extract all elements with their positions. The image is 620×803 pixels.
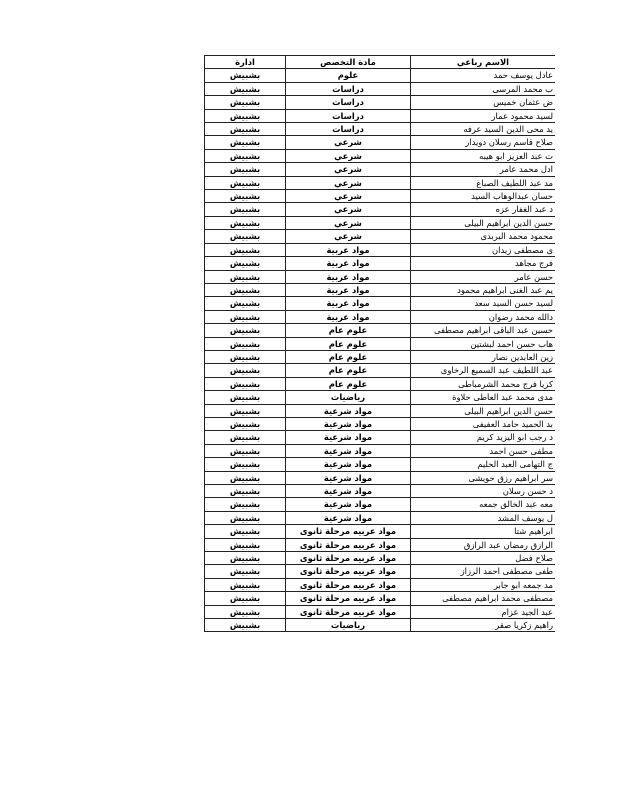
cell-subject: رياضيات — [286, 391, 411, 404]
cell-admin: بشبيش — [205, 82, 286, 95]
cell-admin: بشبيش — [205, 163, 286, 176]
table-row — [205, 538, 556, 551]
cell-name: يد محى الدين السيد عرفه — [411, 123, 556, 136]
staff-table — [204, 55, 555, 632]
table-row — [205, 243, 556, 256]
cell-name: لسيد محمود عمار — [411, 109, 556, 122]
cell-name: ت عبد العزيز ابو هيبه — [411, 149, 556, 162]
table-row — [205, 136, 556, 149]
table-row — [205, 96, 556, 109]
cell-admin: بشبيش — [205, 270, 286, 283]
cell-subject: شرعي — [286, 230, 411, 243]
table-row — [205, 498, 556, 511]
cell-name: عبد اللطيف عبد السميع الرخاوى — [411, 364, 556, 377]
cell-subject: مواد عربية — [286, 310, 411, 323]
cell-subject: مواد شرعية — [286, 471, 411, 484]
cell-subject: مواد عربية — [286, 257, 411, 270]
cell-admin: بشبيش — [205, 257, 286, 270]
cell-name: حسن عامر — [411, 270, 556, 283]
cell-name: الرازق رمضان عبد الرازق — [411, 538, 556, 551]
cell-name: هاب حسن احمد لبشتين — [411, 337, 556, 350]
cell-admin: بشبيش — [205, 243, 286, 256]
cell-subject: مواد عربية — [286, 297, 411, 310]
cell-subject: مواد عربيه مرحلة ثانوى — [286, 605, 411, 618]
cell-subject: شرعي — [286, 163, 411, 176]
cell-subject: مواد عربيه مرحلة ثانوى — [286, 538, 411, 551]
table-row — [205, 485, 556, 498]
cell-subject: مواد شرعية — [286, 458, 411, 471]
cell-admin: بشبيش — [205, 176, 286, 189]
table-row — [205, 216, 556, 229]
cell-name: صلاح قاسم رسلان دويدار — [411, 136, 556, 149]
cell-admin: بشبيش — [205, 149, 286, 162]
table-row — [205, 69, 556, 82]
table-row — [205, 283, 556, 296]
table-body — [205, 69, 556, 632]
cell-admin: بشبيش — [205, 592, 286, 605]
cell-subject: مواد شرعية — [286, 444, 411, 457]
cell-admin: بشبيش — [205, 337, 286, 350]
cell-name: ب محمد المرسى — [411, 82, 556, 95]
cell-subject: مواد شرعية — [286, 431, 411, 444]
cell-subject: مواد عربية — [286, 270, 411, 283]
cell-subject: مواد عربيه مرحلة ثانوى — [286, 525, 411, 538]
cell-subject: مواد عربيه مرحلة ثانوى — [286, 565, 411, 578]
cell-admin: بشبيش — [205, 605, 286, 618]
cell-subject: دراسات — [286, 109, 411, 122]
cell-admin: بشبيش — [205, 525, 286, 538]
cell-admin: بشبيش — [205, 96, 286, 109]
cell-name: زين العابدين نصار — [411, 350, 556, 363]
cell-admin: بشبيش — [205, 471, 286, 484]
table-row — [205, 377, 556, 390]
cell-subject: مواد عربيه مرحلة ثانوى — [286, 552, 411, 565]
cell-subject: شرعي — [286, 176, 411, 189]
table-row — [205, 619, 556, 632]
cell-subject: مواد شرعية — [286, 511, 411, 524]
table-row — [205, 310, 556, 323]
cell-subject: شرعي — [286, 216, 411, 229]
cell-subject: شرعي — [286, 190, 411, 203]
cell-name: ى مصطفى زيدان — [411, 243, 556, 256]
cell-admin: بشبيش — [205, 417, 286, 430]
cell-name: محمود محمد البربدى — [411, 230, 556, 243]
cell-subject: علوم عام — [286, 324, 411, 337]
table-row — [205, 458, 556, 471]
cell-subject: علوم عام — [286, 377, 411, 390]
cell-subject: دراسات — [286, 96, 411, 109]
cell-admin: بشبيش — [205, 69, 286, 82]
table-row — [205, 123, 556, 136]
cell-name: ابراهيم شتا — [411, 525, 556, 538]
cell-subject: علوم — [286, 69, 411, 82]
cell-subject: مواد شرعية — [286, 485, 411, 498]
table-row — [205, 364, 556, 377]
cell-name: صلاح فضل — [411, 552, 556, 565]
table-row — [205, 297, 556, 310]
table-row — [205, 270, 556, 283]
table-row — [205, 230, 556, 243]
cell-name: لسيد حسن السيد سعد — [411, 297, 556, 310]
cell-name: مد جمعه ابو جابر — [411, 578, 556, 591]
table-row — [205, 417, 556, 430]
cell-name: حسان عبدالوهاب السيد — [411, 190, 556, 203]
cell-name: طفى مصطفى احمد الرزاز — [411, 565, 556, 578]
cell-subject: دراسات — [286, 123, 411, 136]
table-row — [205, 511, 556, 524]
cell-subject: شرعي — [286, 203, 411, 216]
table-row — [205, 176, 556, 189]
cell-admin: بشبيش — [205, 350, 286, 363]
cell-name: مدى محمد عبد العاطى حلاوة — [411, 391, 556, 404]
header-subject: مادة التخصص — [286, 56, 411, 69]
cell-admin: بشبيش — [205, 283, 286, 296]
table-row — [205, 257, 556, 270]
cell-name: كريا فرج محمد الشرمباطى — [411, 377, 556, 390]
table-row — [205, 444, 556, 457]
table-row — [205, 605, 556, 618]
cell-name: د عبد الغفار عزه — [411, 203, 556, 216]
cell-admin: بشبيش — [205, 431, 286, 444]
cell-admin: بشبيش — [205, 498, 286, 511]
cell-admin: بشبيش — [205, 552, 286, 565]
table-row — [205, 391, 556, 404]
table-row — [205, 431, 556, 444]
cell-name: ج التهامى العبد الحليم — [411, 458, 556, 471]
cell-name: حسن الدين ابراهيم البيلى — [411, 216, 556, 229]
cell-admin: بشبيش — [205, 123, 286, 136]
cell-name: ل يوسف المشد — [411, 511, 556, 524]
cell-name: عبد الجيد عزام — [411, 605, 556, 618]
cell-subject: مواد عربية — [286, 243, 411, 256]
table-row — [205, 337, 556, 350]
table-row — [205, 203, 556, 216]
cell-name: ادل محمد عامر — [411, 163, 556, 176]
header-row — [205, 56, 556, 69]
cell-name: فرج مجاهد — [411, 257, 556, 270]
table-row — [205, 190, 556, 203]
cell-admin: بشبيش — [205, 578, 286, 591]
cell-admin: بشبيش — [205, 458, 286, 471]
cell-admin: بشبيش — [205, 216, 286, 229]
cell-subject: علوم عام — [286, 337, 411, 350]
table-row — [205, 109, 556, 122]
cell-name: بد الحميد حامد العفيفى — [411, 417, 556, 430]
cell-admin: بشبيش — [205, 203, 286, 216]
table-row — [205, 82, 556, 95]
cell-admin: بشبيش — [205, 565, 286, 578]
cell-admin: بشبيش — [205, 297, 286, 310]
table-row — [205, 552, 556, 565]
header-name: الاسم رباعي — [411, 56, 556, 69]
cell-admin: بشبيش — [205, 391, 286, 404]
cell-subject: شرعي — [286, 136, 411, 149]
cell-name: دالله محمد رضوان — [411, 310, 556, 323]
cell-admin: بشبيش — [205, 310, 286, 323]
table-row — [205, 163, 556, 176]
table-row — [205, 471, 556, 484]
table-row — [205, 404, 556, 417]
cell-name: حسن الدين ابراهيم البيلى — [411, 404, 556, 417]
cell-admin: بشبيش — [205, 364, 286, 377]
cell-admin: بشبيش — [205, 109, 286, 122]
cell-name: معه عبد الخالق جمعه — [411, 498, 556, 511]
cell-subject: علوم عام — [286, 350, 411, 363]
cell-subject: مواد شرعية — [286, 404, 411, 417]
cell-subject: رياضيات — [286, 619, 411, 632]
cell-admin: بشبيش — [205, 538, 286, 551]
cell-subject: مواد شرعية — [286, 498, 411, 511]
cell-admin: بشبيش — [205, 324, 286, 337]
table-row — [205, 525, 556, 538]
cell-admin: بشبيش — [205, 619, 286, 632]
cell-name: مصطفى محمد ابراهيم مصطفى — [411, 592, 556, 605]
cell-subject: شرعي — [286, 149, 411, 162]
cell-admin: بشبيش — [205, 230, 286, 243]
table-row — [205, 324, 556, 337]
cell-name: يم عبد الغنى ابراهيم محمود — [411, 283, 556, 296]
cell-admin: بشبيش — [205, 190, 286, 203]
table-row — [205, 565, 556, 578]
cell-name: سر ابراهيم رزق حويشى — [411, 471, 556, 484]
cell-admin: بشبيش — [205, 444, 286, 457]
cell-name: مطفى حسن احمد — [411, 444, 556, 457]
table-row — [205, 592, 556, 605]
cell-admin: بشبيش — [205, 485, 286, 498]
cell-admin: بشبيش — [205, 377, 286, 390]
cell-admin: بشبيش — [205, 404, 286, 417]
cell-subject: مواد عربيه مرحلة ثانوى — [286, 578, 411, 591]
cell-admin: بشبيش — [205, 511, 286, 524]
cell-name: ض عثمان خميس — [411, 96, 556, 109]
cell-admin: بشبيش — [205, 136, 286, 149]
cell-name: حسين عبد الباقى ابراهيم مصطفى — [411, 324, 556, 337]
cell-subject: مواد عربيه مرحلة ثانوى — [286, 592, 411, 605]
cell-subject: علوم عام — [286, 364, 411, 377]
cell-name: راهيم زكريا صقر — [411, 619, 556, 632]
table-row — [205, 149, 556, 162]
table-row — [205, 578, 556, 591]
cell-subject: مواد عربية — [286, 283, 411, 296]
cell-subject: دراسات — [286, 82, 411, 95]
cell-name: د رجب ابو اليزيد كريم — [411, 431, 556, 444]
cell-name: د حسن رسلان — [411, 485, 556, 498]
table-row — [205, 350, 556, 363]
cell-subject: مواد شرعية — [286, 417, 411, 430]
header-admin: ادارة — [205, 56, 286, 69]
cell-name: عادل يوسف حمد — [411, 69, 556, 82]
cell-name: مد عبد اللطيف الصباغ — [411, 176, 556, 189]
